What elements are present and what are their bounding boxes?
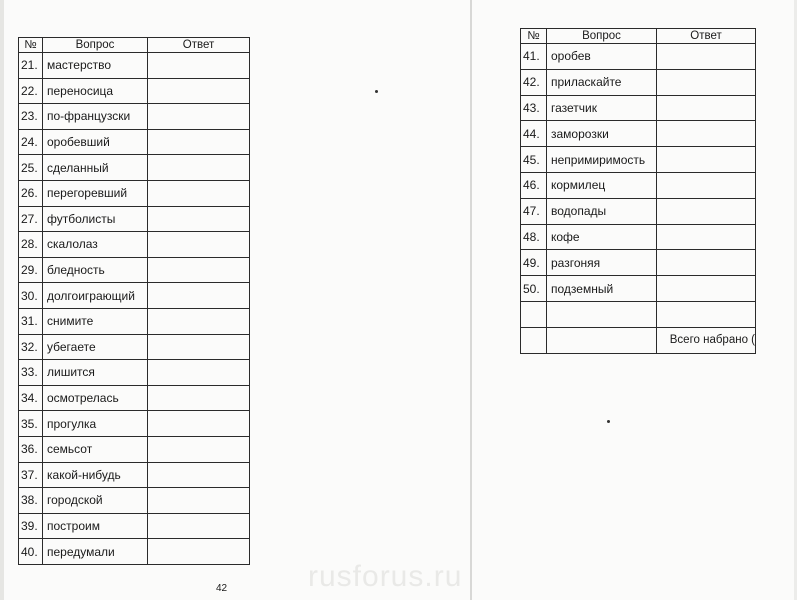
question-word: приласкайте	[547, 69, 657, 95]
table-row	[19, 53, 250, 79]
row-number: 29.	[19, 257, 43, 283]
total-label: Всего набрано (	[657, 327, 756, 353]
question-word: по-французски	[43, 104, 148, 130]
answer-cell[interactable]	[148, 462, 250, 488]
header-number: №	[521, 29, 547, 44]
row-number: 28.	[19, 232, 43, 258]
table-row	[521, 224, 756, 250]
answer-cell[interactable]	[148, 180, 250, 206]
answer-cell[interactable]	[148, 283, 250, 309]
row-number: 45.	[521, 147, 547, 173]
question-word: перегоревший	[43, 180, 148, 206]
row-number: 26.	[19, 180, 43, 206]
row-number: 30.	[19, 283, 43, 309]
question-word: газетчик	[547, 95, 657, 121]
table-row	[19, 104, 250, 130]
answer-cell[interactable]	[148, 411, 250, 437]
question-word: подземный	[547, 276, 657, 302]
page-number: 42	[216, 583, 228, 594]
row-number: 40.	[19, 539, 43, 565]
header-answer: Ответ	[657, 29, 756, 44]
answer-cell[interactable]	[657, 224, 756, 250]
table-row	[19, 257, 250, 283]
table-header-row	[521, 29, 756, 44]
table-row	[521, 250, 756, 276]
speck	[607, 420, 610, 423]
empty-row	[521, 301, 756, 327]
table-row	[19, 283, 250, 309]
question-word: футболисты	[43, 206, 148, 232]
question-word: оробевший	[43, 129, 148, 155]
row-number: 36.	[19, 436, 43, 462]
header-number: №	[19, 38, 43, 53]
question-word: городской	[43, 488, 148, 514]
speck	[375, 90, 378, 93]
question-word: скалолаз	[43, 232, 148, 258]
question-word: водопады	[547, 198, 657, 224]
row-number: 38.	[19, 488, 43, 514]
question-word: снимите	[43, 308, 148, 334]
table-row	[19, 206, 250, 232]
question-word: кормилец	[547, 172, 657, 198]
row-number: 23.	[19, 104, 43, 130]
total-row	[521, 327, 756, 353]
table-row	[19, 129, 250, 155]
row-number: 42.	[521, 69, 547, 95]
table-row	[521, 121, 756, 147]
table-row	[521, 69, 756, 95]
answer-cell[interactable]	[148, 539, 250, 565]
left-edge-shadow	[0, 0, 4, 600]
header-answer: Ответ	[148, 38, 250, 53]
table-row	[19, 385, 250, 411]
question-word: осмотрелась	[43, 385, 148, 411]
answer-cell[interactable]	[148, 53, 250, 79]
answer-cell[interactable]	[148, 129, 250, 155]
answer-cell[interactable]	[148, 155, 250, 181]
table-row	[19, 462, 250, 488]
row-number: 48.	[521, 224, 547, 250]
answer-cell[interactable]	[657, 95, 756, 121]
question-word: кофе	[547, 224, 657, 250]
table-row	[19, 411, 250, 437]
table-row	[19, 232, 250, 258]
row-number: 27.	[19, 206, 43, 232]
table-row	[19, 334, 250, 360]
table-row	[19, 436, 250, 462]
answer-cell[interactable]	[148, 488, 250, 514]
table-row	[521, 172, 756, 198]
answer-cell[interactable]	[148, 257, 250, 283]
table-row	[19, 155, 250, 181]
answer-cell[interactable]	[657, 198, 756, 224]
answer-cell[interactable]	[148, 334, 250, 360]
answer-cell[interactable]	[148, 308, 250, 334]
header-question: Вопрос	[43, 38, 148, 53]
table-row	[19, 308, 250, 334]
row-number: 33.	[19, 360, 43, 386]
answer-cell[interactable]	[148, 206, 250, 232]
question-word: непримиримость	[547, 147, 657, 173]
answer-cell[interactable]	[148, 360, 250, 386]
row-number: 24.	[19, 129, 43, 155]
row-number: 46.	[521, 172, 547, 198]
row-number: 25.	[19, 155, 43, 181]
table-row	[521, 198, 756, 224]
row-number: 39.	[19, 513, 43, 539]
row-number: 35.	[19, 411, 43, 437]
answer-cell[interactable]	[657, 250, 756, 276]
question-word: бледность	[43, 257, 148, 283]
table-row	[19, 78, 250, 104]
table-header-row	[19, 38, 250, 53]
row-number: 50.	[521, 276, 547, 302]
question-word: оробев	[547, 44, 657, 70]
row-number: 37.	[19, 462, 43, 488]
question-word: лишится	[43, 360, 148, 386]
answer-cell[interactable]	[657, 121, 756, 147]
table-row	[19, 488, 250, 514]
header-question: Вопрос	[547, 29, 657, 44]
book-gutter	[470, 0, 472, 600]
question-word: передумали	[43, 539, 148, 565]
question-word: мастерство	[43, 53, 148, 79]
answer-cell[interactable]	[148, 104, 250, 130]
answer-cell[interactable]	[148, 513, 250, 539]
row-number: 47.	[521, 198, 547, 224]
row-number: 41.	[521, 44, 547, 70]
table-row	[19, 513, 250, 539]
row-number: 49.	[521, 250, 547, 276]
answer-cell[interactable]	[657, 172, 756, 198]
answer-cell[interactable]	[657, 69, 756, 95]
answer-cell[interactable]	[148, 78, 250, 104]
answer-cell[interactable]	[657, 44, 756, 70]
table-row	[521, 147, 756, 173]
question-word: долгоиграющий	[43, 283, 148, 309]
right-answer-table	[520, 28, 756, 354]
row-number: 21.	[19, 53, 43, 79]
watermark: rusforus.ru	[308, 560, 463, 593]
answer-cell[interactable]	[148, 436, 250, 462]
table-row	[19, 360, 250, 386]
left-answer-table	[18, 37, 250, 565]
question-word: прогулка	[43, 411, 148, 437]
answer-cell[interactable]	[657, 147, 756, 173]
table-row	[521, 95, 756, 121]
question-word: построим	[43, 513, 148, 539]
row-number: 44.	[521, 121, 547, 147]
answer-cell[interactable]	[148, 232, 250, 258]
question-word: заморозки	[547, 121, 657, 147]
row-number: 34.	[19, 385, 43, 411]
answer-cell[interactable]	[148, 385, 250, 411]
row-number: 43.	[521, 95, 547, 121]
row-number: 22.	[19, 78, 43, 104]
question-word: разгоняя	[547, 250, 657, 276]
table-row	[521, 276, 756, 302]
question-word: убегаете	[43, 334, 148, 360]
question-word: какой-нибудь	[43, 462, 148, 488]
answer-cell[interactable]	[657, 276, 756, 302]
row-number: 31.	[19, 308, 43, 334]
table-row	[19, 180, 250, 206]
table-row	[521, 44, 756, 70]
row-number: 32.	[19, 334, 43, 360]
question-word: сделанный	[43, 155, 148, 181]
question-word: семьсот	[43, 436, 148, 462]
table-row	[19, 539, 250, 565]
question-word: переносица	[43, 78, 148, 104]
